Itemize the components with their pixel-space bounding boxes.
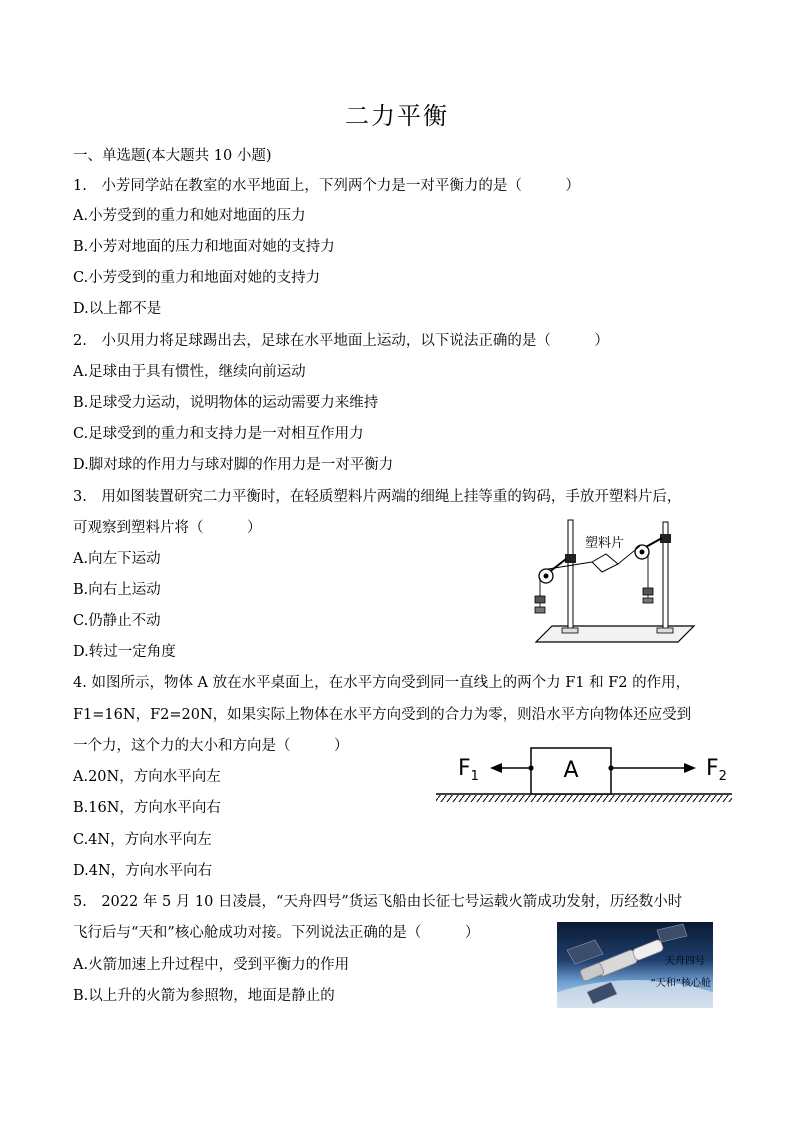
q4-option-d: D.4N，方向水平向右 xyxy=(73,863,213,879)
q4-f2-label: $F_2$ xyxy=(706,756,727,784)
q5-photo-label-tianzhou: 天舟四号 xyxy=(665,956,705,967)
q3-option-c: C.仍静止不动 xyxy=(73,613,161,629)
q3-stem-line1: 3. 用如图装置研究二力平衡时，在轻质塑料片两端的细绳上挂等重的钩码，手放开塑料片后， xyxy=(73,489,682,505)
q5-photo-label-tianhe: “天和”核心舱 xyxy=(650,978,711,989)
q2-option-b: B.足球受力运动，说明物体的运动需要力来维持 xyxy=(73,395,379,411)
q2-option-d: D.脚对球的作用力与球对脚的作用力是一对平衡力 xyxy=(73,457,394,473)
q3-figure-label: 塑料片 xyxy=(585,536,625,551)
q1-option-d: D.以上都不是 xyxy=(73,301,162,317)
q4-stem-line3: 一个力，这个力的大小和方向是（ ） xyxy=(73,738,349,754)
q4-block-label: A xyxy=(563,758,579,783)
q1-option-b: B.小芳对地面的压力和地面对她的支持力 xyxy=(73,239,335,255)
q5-stem-line2: 飞行后与“天和”核心舱成功对接。下列说法正确的是（ ） xyxy=(73,925,480,941)
q4-force-figure xyxy=(432,742,736,806)
q4-stem-line1: 4. 如图所示，物体 A 放在水平桌面上，在水平方向受到同一直线上的两个力 F1 和 F2 的作用， xyxy=(73,675,691,691)
page-title: 二力平衡 xyxy=(345,102,449,130)
q4-f1-label: $F_1$ xyxy=(458,756,479,784)
q3-option-d: D.转过一定角度 xyxy=(73,644,176,660)
q2-option-c: C.足球受到的重力和支持力是一对相互作用力 xyxy=(73,426,364,442)
q3-apparatus-figure xyxy=(522,516,698,650)
q3-option-b: B.向右上运动 xyxy=(73,582,161,598)
q5-option-b: B.以上升的火箭为参照物，地面是静止的 xyxy=(73,988,335,1004)
q1-option-a: A.小芳受到的重力和她对地面的压力 xyxy=(73,208,306,224)
q4-option-b: B.16N，方向水平向右 xyxy=(73,800,221,816)
q4-option-c: C.4N，方向水平向左 xyxy=(73,832,212,848)
q1-stem: 1. 小芳同学站在教室的水平地面上，下列两个力是一对平衡力的是（ ） xyxy=(73,178,580,194)
q4-stem-line2: F1=16N，F2=20N，如果实际上物体在水平方向受到的合力为零，则沿水平方向物体还应受到 xyxy=(73,707,692,723)
q2-stem: 2. 小贝用力将足球踢出去，足球在水平地面上运动，以下说法正确的是（ ） xyxy=(73,333,609,349)
q5-stem-line1: 5. 2022 年 5 月 10 日凌晨，“天舟四号”货运飞船由长征七号运载火箭成功发射，历经数小时 xyxy=(73,894,683,910)
q3-stem-line2: 可观察到塑料片将（ ） xyxy=(73,520,262,536)
section-heading: 一、单选题(本大题共 10 小题) xyxy=(73,148,272,164)
q5-option-a: A.火箭加速上升过程中，受到平衡力的作用 xyxy=(73,957,350,973)
q2-option-a: A.足球由于具有惯性，继续向前运动 xyxy=(73,364,306,380)
q1-option-c: C.小芳受到的重力和地面对她的支持力 xyxy=(73,270,321,286)
q5-spacecraft-photo xyxy=(557,922,713,1008)
q4-option-a: A.20N，方向水平向左 xyxy=(73,769,221,785)
q3-option-a: A.向左下运动 xyxy=(73,551,161,567)
